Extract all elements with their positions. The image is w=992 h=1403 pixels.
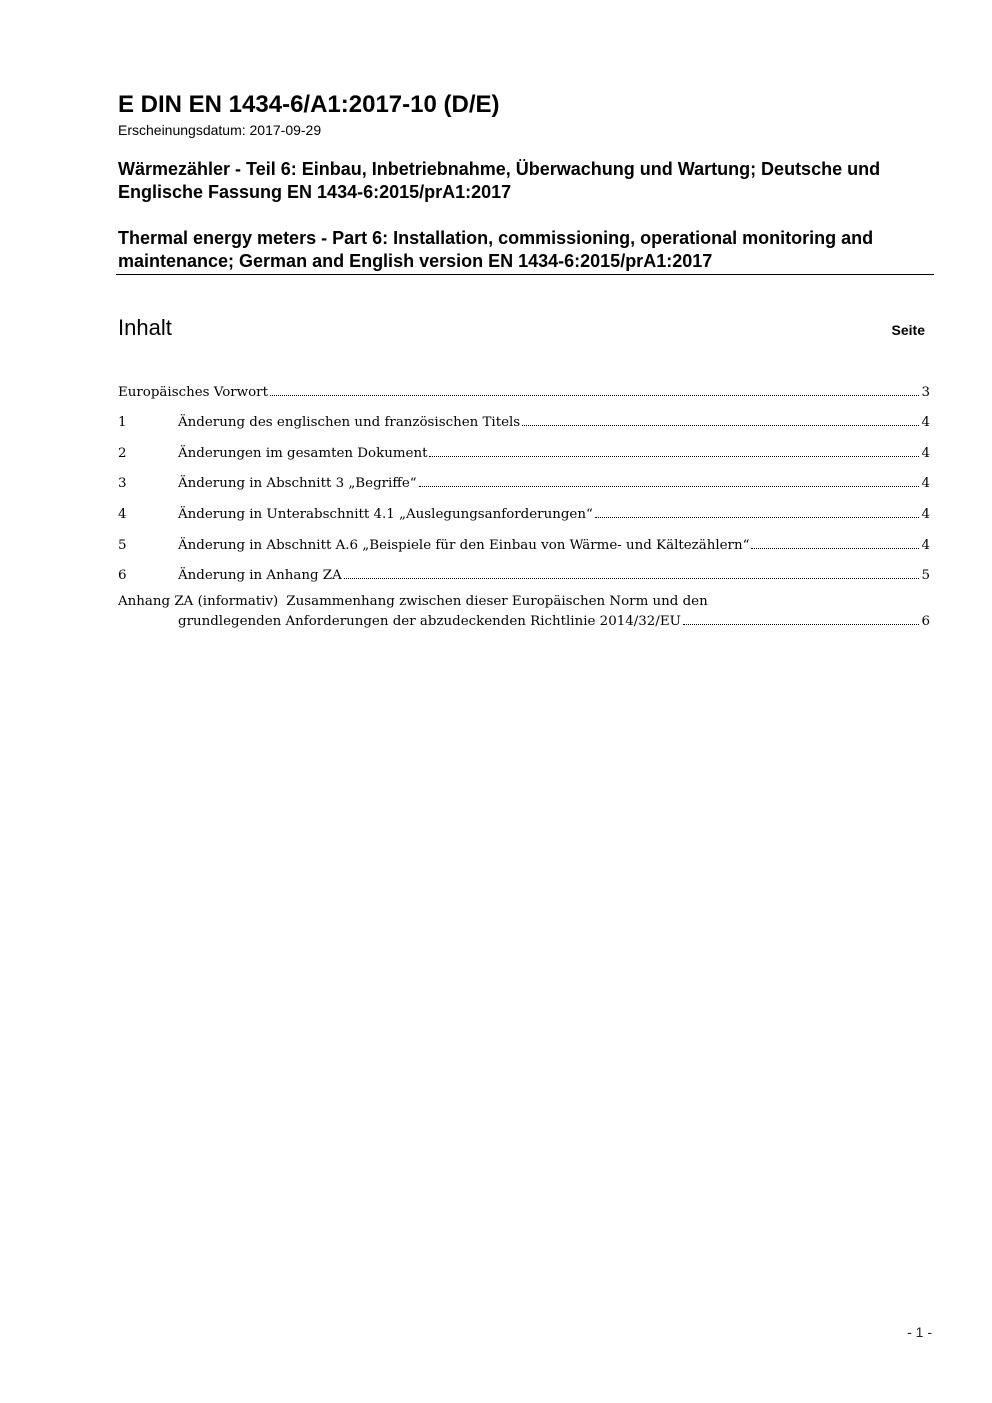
toc-entry-page: 4: [921, 537, 930, 553]
toc-entry-3[interactable]: [118, 461, 930, 492]
toc-entry-6[interactable]: [118, 553, 930, 584]
toc-entry-4[interactable]: [118, 491, 930, 522]
toc-entry-text: Änderung in Unterabschnitt 4.1 „Auslegungsanforderungen“: [178, 506, 593, 522]
toc-entry-number: 4: [118, 506, 127, 522]
document-title: E DIN EN 1434-6/A1:2017-10 (D/E): [118, 91, 500, 118]
toc-page-label: Seite: [891, 322, 925, 338]
toc-heading: Inhalt: [118, 315, 172, 340]
toc-entry-text: Änderungen im gesamten Dokument: [178, 445, 428, 461]
toc-entry-annex-za[interactable]: [118, 589, 930, 629]
annex-title-line2: grundlegenden Anforderungen der abzudeckenden Richtlinie 2014/32/EU: [178, 614, 681, 630]
toc-leader-dots: [419, 486, 920, 487]
toc-leader-dots: [344, 578, 920, 579]
toc-entry-text: Europäisches Vorwort: [118, 384, 268, 400]
toc-entry-page: 3: [921, 384, 930, 400]
toc-leader-dots: [595, 517, 920, 518]
toc-entry-2[interactable]: [118, 430, 930, 461]
toc-entry-5[interactable]: [118, 522, 930, 553]
toc-entry-text: Änderung in Abschnitt A.6 „Beispiele für den Einbau von Wärme- und Kältezählern“: [178, 537, 750, 553]
toc-leader-dots: [683, 624, 920, 625]
toc-entry-number: 2: [118, 445, 127, 461]
toc-entry-text: Änderung in Abschnitt 3 „Begriffe“: [178, 476, 417, 492]
issue-date: Erscheinungsdatum: 2017-09-29: [118, 122, 322, 138]
toc-entry-1[interactable]: [118, 400, 930, 431]
header-divider: [116, 274, 934, 275]
toc-leader-dots: [270, 395, 920, 396]
toc-entry-number: 6: [118, 568, 127, 584]
toc-entry-page: 4: [921, 445, 930, 461]
toc-leader-dots: [751, 548, 919, 549]
table-of-contents: [118, 369, 930, 629]
toc-entry-number: 5: [118, 537, 127, 553]
toc-entry-page: 4: [921, 415, 930, 431]
toc-entry-page: 5: [921, 568, 930, 584]
toc-entry-number: 1: [118, 415, 127, 431]
annex-title-line1: Zusammenhang zwischen dieser Europäischen Norm und den: [286, 594, 708, 610]
annex-label: Anhang ZA (informativ): [118, 594, 279, 610]
toc-entry-number: 3: [118, 476, 127, 492]
toc-entry-vorwort[interactable]: [118, 369, 930, 400]
toc-entry-page: 4: [921, 476, 930, 492]
toc-leader-dots: [522, 425, 919, 426]
toc-leader-dots: [429, 456, 919, 457]
toc-entry-page: 4: [921, 506, 930, 522]
toc-entry-text: Änderung in Anhang ZA: [178, 568, 342, 584]
toc-entry-page: 6: [921, 614, 930, 630]
page-number: - 1 -: [907, 1324, 932, 1340]
title-english: Thermal energy meters - Part 6: Installation, commissioning, operational monitoring and maintenance; German and English version EN 1434-6:2015/prA1:2017: [118, 228, 874, 271]
toc-entry-text: Änderung des englischen und französischen Titels: [178, 415, 521, 431]
title-german: Wärmezähler - Teil 6: Einbau, Inbetriebnahme, Überwachung und Wartung; Deutsche und Englische Fassung EN 1434-6:2015/prA1:2017: [118, 159, 881, 202]
